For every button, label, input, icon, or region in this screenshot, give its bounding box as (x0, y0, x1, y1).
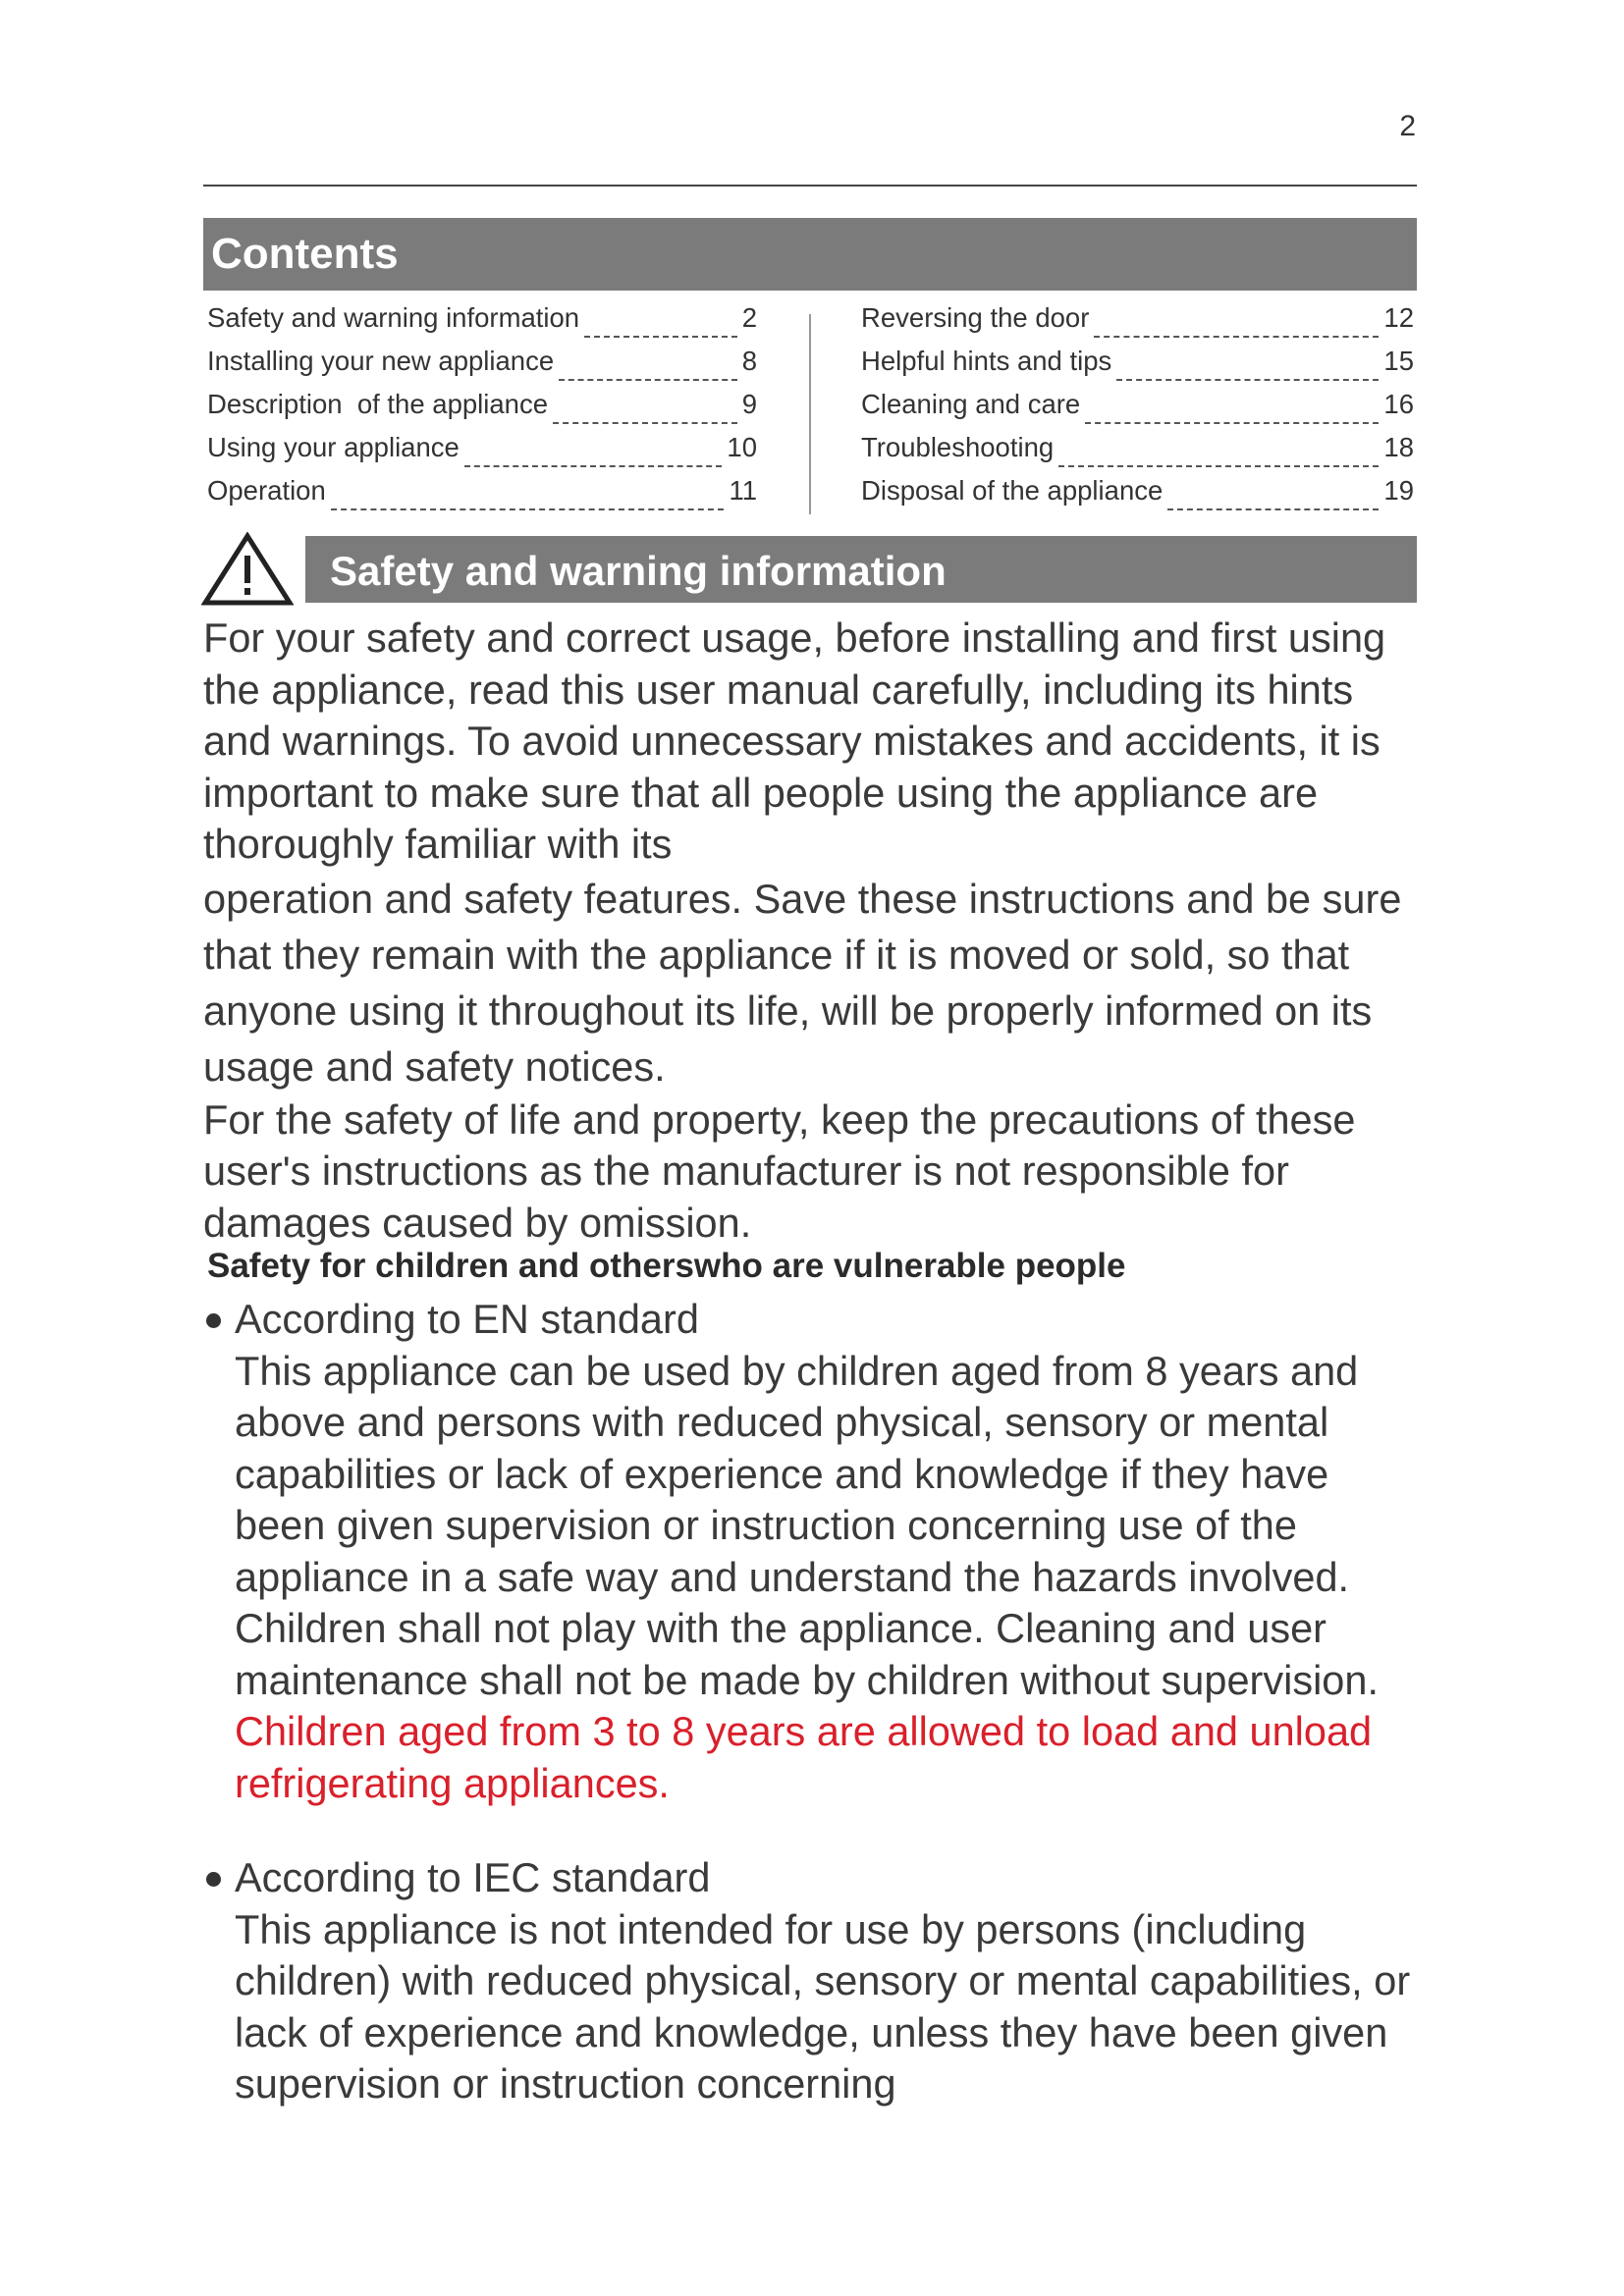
page-number: 2 (1399, 110, 1416, 142)
toc-item[interactable] (861, 432, 1414, 475)
toc-leader (559, 361, 737, 381)
toc-item-label: Safety and warning information (207, 302, 580, 333)
toc-item-label: Installing your new appliance (207, 346, 555, 376)
toc-item-page: 8 (741, 346, 757, 376)
bullet-icon (206, 1872, 221, 1887)
toc-item[interactable] (207, 432, 757, 475)
toc-item[interactable] (861, 389, 1414, 432)
toc-item-label: Helpful hints and tips (861, 346, 1112, 376)
toc-left-column (207, 302, 757, 518)
bullet-icon (206, 1313, 221, 1328)
toc-right-column (861, 302, 1414, 518)
intro-text (203, 613, 1426, 1249)
header-rule (203, 185, 1417, 187)
toc-item[interactable] (861, 302, 1414, 346)
toc-leader (331, 491, 725, 510)
toc-item[interactable] (207, 475, 757, 518)
bullet-red-note: Children aged from 3 to 8 years are allowed to load and unload refrigerating appliances. (235, 1708, 1373, 1806)
warning-triangle-icon (201, 532, 294, 607)
toc-item[interactable] (861, 475, 1414, 518)
toc-leader (1085, 404, 1379, 424)
toc-column-divider (809, 314, 811, 514)
bullet-iec-standard (203, 1852, 1431, 2110)
toc-item[interactable] (861, 346, 1414, 389)
contents-title: Contents (211, 230, 399, 278)
bullet-body-text: This appliance is not intended for use by persons (including children) with reduced physical, sensory or mental capabilities, or lack of experience and knowledge, unless they have been given supervision or instruction concerning (235, 1905, 1411, 2107)
children-safety-heading: Safety for children and otherswho are vulnerable people (207, 1247, 1126, 1285)
bullet-heading (203, 1294, 1431, 1346)
toc-item-page: 2 (741, 302, 757, 333)
bullet-body (203, 1346, 1431, 1810)
toc-item-page: 11 (729, 475, 757, 506)
toc-leader (1094, 318, 1379, 338)
intro-paragraph: For your safety and correct usage, before installing and first using the appliance, read this user manual carefully, including its hints and warnings. To avoid unnecessary mistakes and accidents, it is important to make sure that all people using the appliance are thoroughly familiar with its (203, 614, 1386, 867)
toc-item-page: 19 (1383, 475, 1414, 506)
toc-leader (584, 318, 737, 338)
toc-leader (1058, 448, 1379, 467)
toc-item[interactable] (207, 389, 757, 432)
intro-paragraph: operation and safety features. Save these instructions and be sure that they remain with the appliance if it is moved or sold, so that anyone using it throughout its life, will be properly informed on its usage and safety notices. (203, 875, 1402, 1090)
toc-item-label: Using your appliance (207, 432, 460, 462)
toc-item-label: Reversing the door (861, 302, 1090, 333)
toc-item-page: 10 (727, 432, 757, 462)
toc-leader (1116, 361, 1379, 381)
toc-item[interactable] (207, 346, 757, 389)
toc-item-page: 15 (1383, 346, 1414, 376)
toc-leader (464, 448, 723, 467)
section-title: Safety and warning information (330, 548, 947, 594)
toc-item-page: 9 (741, 389, 757, 419)
bullet-heading-text: According to EN standard (235, 1296, 699, 1342)
section-header-bar (305, 536, 1417, 603)
toc-item-label: Operation (207, 475, 326, 506)
bullet-heading-text: According to IEC standard (235, 1854, 711, 1900)
toc-item-page: 16 (1383, 389, 1414, 419)
toc-item-page: 18 (1383, 432, 1414, 462)
toc-item-label: Troubleshooting (861, 432, 1055, 462)
bullet-en-standard (203, 1294, 1431, 1809)
intro-paragraph: For the safety of life and property, keep the precautions of these user's instructions as the manufacturer is not responsible for damages caused by omission. (203, 1095, 1356, 1246)
toc-leader (553, 404, 737, 424)
toc-item-label: Cleaning and care (861, 389, 1081, 419)
bullet-body (203, 1904, 1431, 2110)
toc-item[interactable] (207, 302, 757, 346)
toc-item-label: Description of the appliance (207, 389, 549, 419)
bullet-heading (203, 1852, 1431, 1904)
bullet-body-text: This appliance can be used by children aged from 8 years and above and persons with reduced physical, sensory or mental capabilities or lack of experience and knowledge if they have been given supervision or instruction concerning use of the appliance in a safe way and understand the hazards involved. Children shall not play with the appliance. Cleaning and user maintenance shall not be made by children without supervision. (235, 1347, 1379, 1703)
contents-header-bar (203, 218, 1417, 291)
toc-item-label: Disposal of the appliance (861, 475, 1164, 506)
toc-item-page: 12 (1383, 302, 1414, 333)
toc-leader (1167, 491, 1379, 510)
